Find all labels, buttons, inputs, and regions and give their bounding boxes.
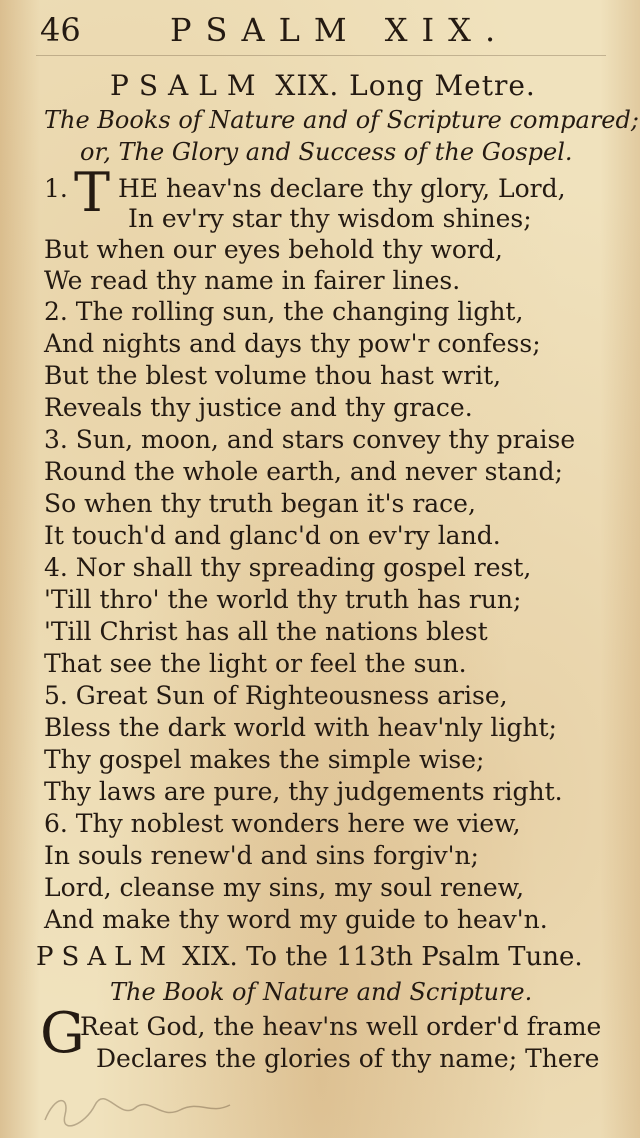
verse-line: So when thy truth began it's race, [44,489,476,518]
verse-line: 2. The rolling sun, the changing light, [44,297,524,326]
verse-line: That see the light or feel the sun. [44,649,467,678]
page-number: 46 [40,11,81,49]
psalm-1-subtitle-1: The Books of Nature and of Scripture compared; [44,106,639,134]
psalm-1-subtitle-2: or, The Glory and Success of the Gospel. [80,138,573,166]
verse-line: 'Till Christ has all the nations blest [44,617,488,646]
psalm-2-dropcap: G [40,1001,85,1066]
psalm-2-line-2: Declares the glories of thy name; There [96,1044,600,1073]
verse-line: 6. Thy noblest wonders here we view, [44,809,521,838]
verse-line: Lord, cleanse my sins, my soul renew, [44,873,525,902]
verse-line: It touch'd and glanc'd on ev'ry land. [44,521,501,550]
verse-line: 'Till thro' the world thy truth has run; [44,585,522,614]
verse-line: And nights and days thy pow'r confess; [44,329,541,358]
verse-line: And make thy word my guide to heav'n. [44,905,548,934]
verse-line: 4. Nor shall thy spreading gospel rest, [44,553,532,582]
verse-line: Thy gospel makes the simple wise; [44,745,485,774]
verse-line: In souls renew'd and sins forgiv'n; [44,841,479,870]
verse-line: 5. Great Sun of Righteousness arise, [44,681,508,710]
verse-line: Thy laws are pure, thy judgements right. [44,777,563,806]
psalm-1-title-caps: PSALM [110,69,266,102]
psalm-2-title [36,944,583,970]
psalm-2-line-1: Reat God, the heav'ns well order'd frame [80,1012,602,1041]
psalm-1-dropcap: T [74,161,111,224]
verse-line: Bless the dark world with heav'nly light; [44,713,557,742]
psalm-2-subtitle: The Book of Nature and Scripture. [110,978,533,1006]
verse-line: We read thy name in fairer lines. [44,266,461,295]
verse-line: But the blest volume thou hast writ, [44,361,502,390]
verse-line: 3. Sun, moon, and stars convey thy praise [44,425,576,454]
header-rule [36,55,606,56]
verse-line: In ev'ry star thy wisdom shines; [128,204,532,233]
psalm-2-title-caps: PSALM [36,942,174,972]
verse-line: But when our eyes behold thy word, [44,235,503,264]
verse-line: Reveals thy justice and thy grace. [44,393,473,422]
psalm-1-title [110,69,536,102]
verse-line: Round the whole earth, and never stand; [44,457,563,486]
running-title: PSALM XIX. [170,11,510,49]
psalm-2-title-rest: XIX. To the 113th Psalm Tune. [182,942,583,972]
psalm-1-line-1: HE heav'ns declare thy glory, Lord, [118,174,566,203]
handwritten-signature [40,1090,240,1130]
psalm-1-title-rest: XIX. Long Metre. [275,69,536,102]
psalm-1-verse-number: 1. [44,174,68,203]
